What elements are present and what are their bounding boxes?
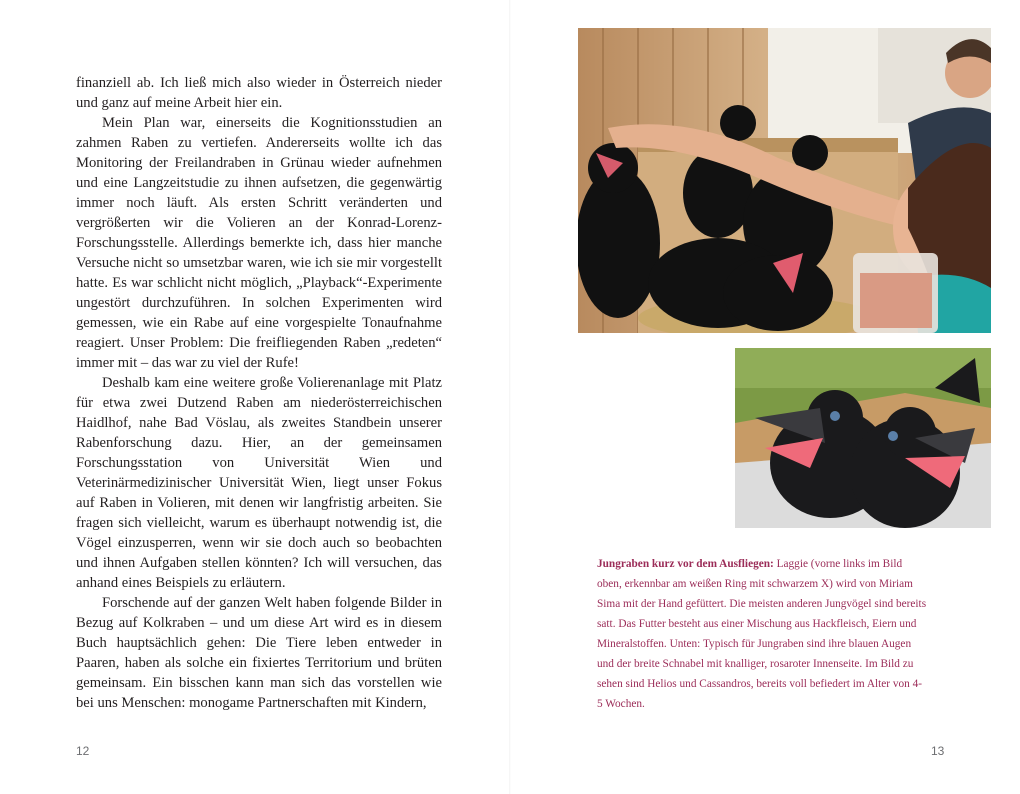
caption-lead: Jungraben kurz vor dem Ausfliegen: (597, 558, 774, 570)
photo-young-ravens (735, 348, 991, 528)
photo-caption (597, 554, 927, 714)
paragraph-3: Deshalb kam eine weitere große Volierenanlage mit Platz für etwa zwei Dutzend Raben am niederösterreichischen Haidlhof, nahe Bad Vöslau, als zweites Standbein unserer Rabenforschung dazu. Hier, an der gemeinsamen Forschungsstation von Universität Wien und Veterinärmedizinischer Universität Wien, liegt unser Fokus auf Raben in Volieren, mit denen wir langfristig arbeiten. Sie fragen sich vielleicht, warum es überhaupt notwendig ist, die Vögel einzusperren, wenn wir sie doch auch so beobachten und ihnen Aufgaben stellen könnten? Ich will versuchen, das anhand eines Beispiels zu erläutern. (76, 375, 442, 591)
page-number-left: 12 (76, 744, 90, 758)
page-gutter (509, 0, 511, 794)
paragraph-1: finanziell ab. Ich ließ mich also wieder in Österreich nieder und ganz auf meine Arbeit hier ein. (76, 75, 442, 111)
page-number-right: 13 (931, 744, 945, 758)
paragraph-2: Mein Plan war, einerseits die Kognitionsstudien an zahmen Raben zu vertiefen. Andererseits wollte ich das Monitoring der Freilandraben in Grünau wieder aufnehmen und eine Langzeitstudie zu ihnen aufsetzen, die gegenwärtig immer noch läuft. Als ersten Schritt veränderten und vergrößerten wir die Volieren an der Konrad-Lorenz-Forschungsstelle. Allerdings bemerkte ich, dass hier manche Versuche nicht so umsetzbar waren, wie ich sie mir vorgestellt hatte. Es war schlicht nicht möglich, „Playback“-Experimente ungestört durchzuführen. In solchen Experimenten wird gemessen, wie ein Rabe auf eine vorgespielte Tonaufnahme reagiert. Unser Problem: Die freifliegenden Raben „redeten“ immer mit – das war zu viel der Rufe! (76, 115, 442, 371)
photo-hand-feeding-illustration (578, 28, 991, 333)
paragraph-4: Forschende auf der ganzen Welt haben folgende Bilder in Bezug auf Kolkraben – und um diese Art wird es in diesem Buch hauptsächlich gehen: Die Tiere leben entweder in Paaren, haben als solche ein fixiertes Territorium und brüten gemeinsam. Ein bisschen kann man sich das vorstellen wie bei uns Menschen: monogame Partnerschaften mit Kindern, (76, 595, 442, 711)
body-text (76, 73, 442, 713)
photo-hand-feeding-ravens (578, 28, 991, 333)
caption-body: Laggie (vorne links im Bild oben, erkennbar am weißen Ring mit schwarzem X) wird von Miriam Sima mit der Hand gefüttert. Die meisten anderen Jungvögel sind bereits satt. Das Futter besteht aus einer Mischung aus Hackfleisch, Eiern und Mineralstoffen. Unten: Typisch für Jungraben sind ihre blauen Augen und der breite Schnabel mit knalliger, rosaroter Innenseite. Im Bild zu sehen sind Helios und Cassandros, bereits voll befiedert im Alter von 4-5 Wochen. (597, 558, 927, 710)
photo-young-ravens-illustration (735, 348, 991, 528)
